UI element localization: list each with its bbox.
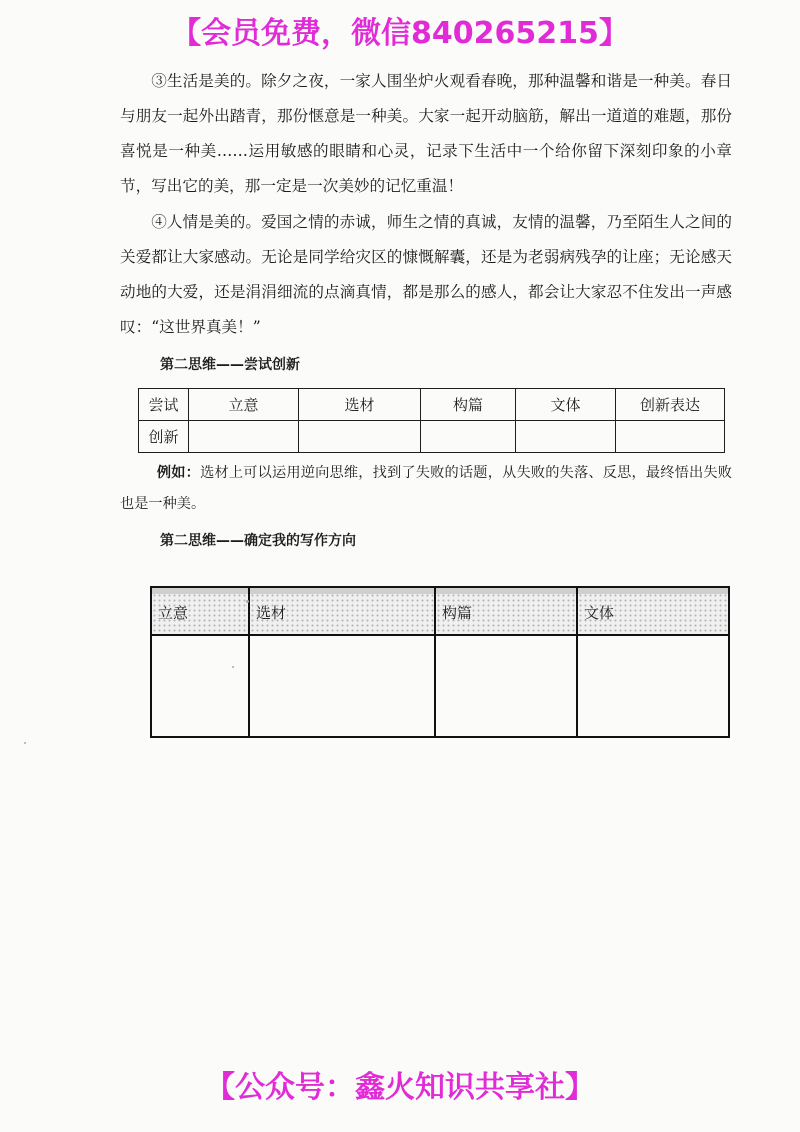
cell-genre-blank[interactable] (516, 421, 616, 453)
example-label: 例如： (156, 465, 201, 481)
scan-speck (24, 742, 26, 744)
watermark-banner-bottom: 【公众号：鑫火知识共享社】 (205, 1070, 595, 1105)
column-header-material: 选材 (249, 587, 435, 635)
column-header-structure: 构篇 (421, 389, 516, 421)
cell-structure-blank[interactable] (435, 635, 577, 737)
cell-theme-blank[interactable] (151, 635, 249, 737)
cell-structure-blank[interactable] (421, 421, 516, 453)
scan-speck (232, 666, 234, 668)
section-heading-writing-direction: 第二思维——确定我的写作方向 (160, 533, 356, 549)
paragraph-human-beauty: ④人情是美的。爱国之情的赤诚，师生之情的真诚，友情的温馨，乃至陌生人之间的关爱都让大家感动。无论是同学给灾区的慷慨解囊，还是为老弱病残孕的让座；无论感天动地的大爱，还是涓涓细流的点滴真情，都是那么的感人，都会让大家忍不住发出一声感叹：“这世界真美！” (120, 213, 732, 336)
example-text: 选材上可以运用逆向思维，找到了失败的话题，从失败的失落、反思，最终悟出失败也是一种美。 (120, 465, 732, 512)
example-note (120, 458, 732, 520)
column-header-material: 选材 (299, 389, 421, 421)
innovation-table-input-row (139, 421, 725, 453)
cell-innovative-expression-blank[interactable] (616, 421, 725, 453)
writing-direction-table (150, 586, 730, 738)
column-header-genre: 文体 (516, 389, 616, 421)
scan-speck (246, 600, 249, 603)
cell-genre-blank[interactable] (577, 635, 729, 737)
column-header-innovative-expression: 创新表达 (616, 389, 725, 421)
innovation-table (138, 388, 725, 453)
section-heading-try-innovation: 第二思维——尝试创新 (160, 357, 300, 373)
column-header-theme: 立意 (151, 587, 249, 635)
innovation-table-header-row (139, 389, 725, 421)
cell-material-blank[interactable] (299, 421, 421, 453)
paragraph-life-beauty: ③生活是美的。除夕之夜，一家人围坐炉火观看春晚，那种温馨和谐是一种美。春日与朋友一起外出踏青，那份惬意是一种美。大家一起开动脑筋，解出一道道的难题，那份喜悦是一种美……运用敏感的眼睛和心灵，记录下生活中一个给你留下深刻印象的小章节，写出它的美，那一定是一次美妙的记忆重温！ (120, 72, 732, 195)
row-label-try: 尝试 (139, 389, 189, 421)
column-header-genre: 文体 (577, 587, 729, 635)
watermark-banner-top: 【会员免费，微信840265215】 (171, 16, 629, 51)
column-header-theme: 立意 (189, 389, 299, 421)
row-label-innovate: 创新 (139, 421, 189, 453)
writing-direction-header-row (151, 587, 729, 635)
writing-direction-input-row (151, 635, 729, 737)
cell-material-blank[interactable] (249, 635, 435, 737)
cell-theme-blank[interactable] (189, 421, 299, 453)
column-header-structure: 构篇 (435, 587, 577, 635)
